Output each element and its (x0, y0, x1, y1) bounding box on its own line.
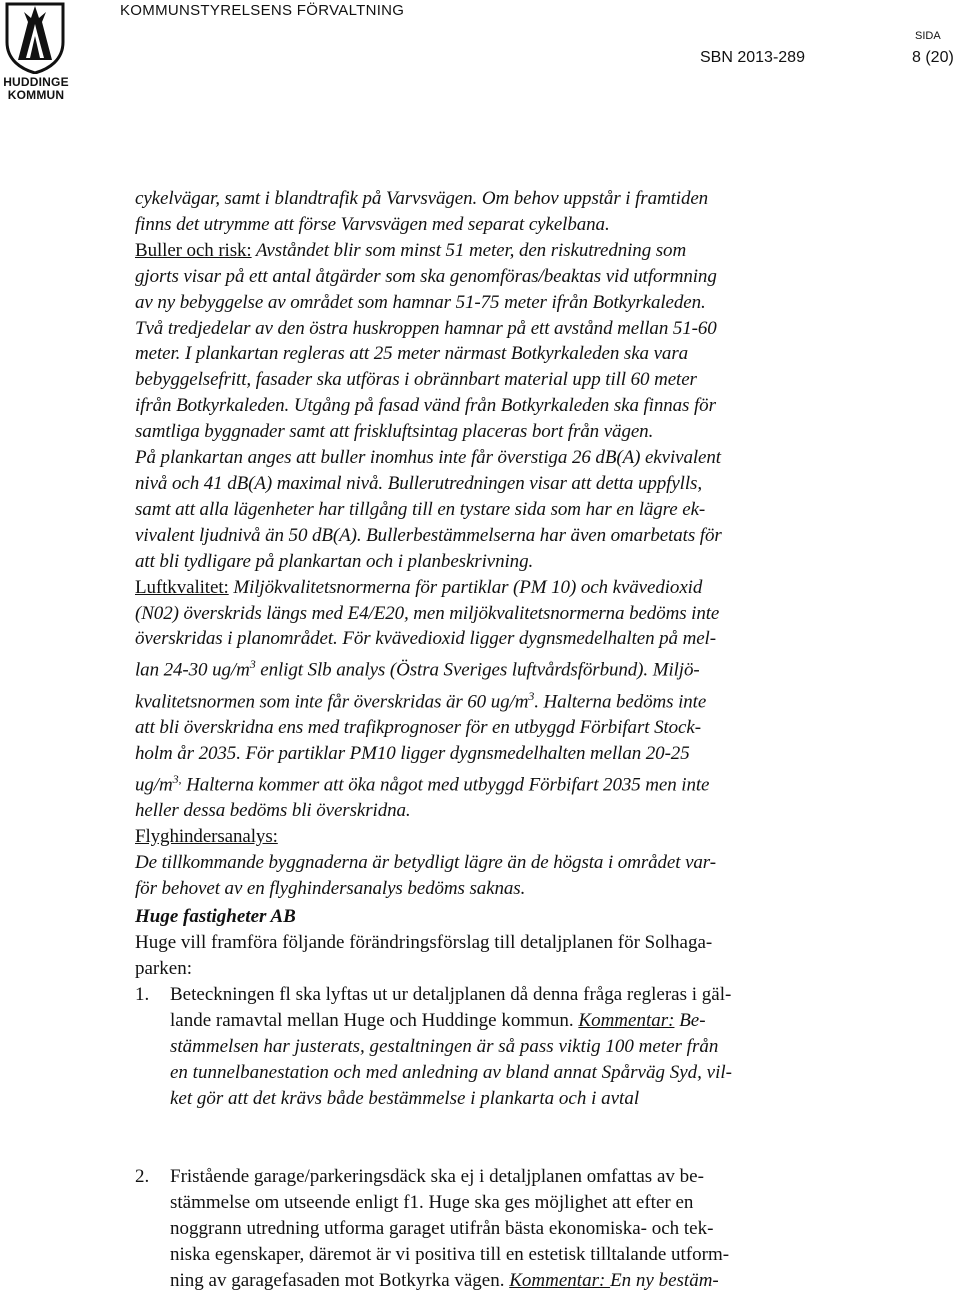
proposal-list (135, 982, 835, 1294)
item-number: 2. (135, 1166, 150, 1187)
body-line: finns det utrymme att förse Varvsvägen med separat cykelbana. (135, 213, 610, 235)
body-line: att bli tydligare på plankartan och i planbeskrivning. (135, 550, 534, 572)
body-line: för behovet av en flyghindersanalys bedöms saknas. (135, 877, 526, 899)
body-line: lan 24-30 $ug/m^3$ enligt Slb analys (Östra Sveriges luftvårdsförbund). Miljö- (135, 657, 700, 681)
body-line: vivalent ljudnivå än 50 dB(A). Bullerbestämmelserna har även omarbetats för (135, 524, 722, 546)
list-item: 2. Fristående garage/parkeringsdäck ska ej i detaljplanen omfattas av be- stämmelse om utseende enligt f1. Huge ska ges möjlighet att efter en noggrann utredning utforma garaget utifrån bästa ekonomiska- och tek- niska egenskaper, däremot är vi positiva till en estetisk tilltalande utform- ning av garagefasaden mot Botkyrka vägen. Kommentar: En ny bestäm- (135, 1166, 730, 1291)
list-item: 1. Beteckningen fl ska lyftas ut ur detaljplanen då denna fråga regleras i gäl- lande ramavtal mellan Huge och Huddinge kommun. Kommentar: Be- stämmelsen har justerats, gestaltningen är så pass viktig 100 meter från en tunnelbanestation och med anledning av bland annat Spårväg Syd, vil- ket gör att det krävs både bestämmelse i plankarta och i avtal (135, 984, 732, 1109)
page-number: 8 (20) (912, 49, 954, 66)
luftkvalitet-label: Luftkvalitet: (135, 576, 229, 598)
body-line: gjorts visar på ett antal åtgärder som ska genomföras/beaktas vid utformning (135, 265, 717, 287)
body-text (135, 186, 835, 901)
body-line: bebyggelsefritt, fasader ska utföras i obrännbart material upp till 60 meter (135, 369, 697, 391)
body-line: cykelvägar, samt i blandtrafik på Varvsvägen. Om behov uppstår i framtiden (135, 188, 709, 209)
coat-of-arms-icon (4, 2, 66, 74)
organization-name: KOMMUNSTYRELSENS FÖRVALTNING (120, 2, 405, 19)
comment-label: Kommentar: (578, 1010, 675, 1031)
company-section (135, 904, 835, 1294)
body-line: nivå och 41 dB(A) maximal nivå. Bullerutredningen visar att detta uppfylls, (135, 472, 702, 494)
buller-label: Buller och risk: (135, 239, 252, 261)
body-line: Buller och risk: Avståndet blir som minst 51 meter, den riskutredning som (135, 239, 687, 261)
body-line: Två tredjedelar av den östra huskroppen hamnar på ett avstånd mellan 51-60 (135, 317, 717, 339)
comment-label: Kommentar: (509, 1270, 611, 1291)
body-line: samt att alla lägenheter har tillgång till en tystare sida som har en lägre ek- (135, 498, 706, 520)
body-line: (N02) överskrids längs med E4/E20, men miljökvalitetsnormerna bedöms inte (135, 602, 720, 624)
body-line: heller dessa bedöms bli överskridna. (135, 799, 411, 821)
body-line: meter. I plankartan regleras att 25 meter närmast Botkyrkaleden ska vara (135, 343, 689, 365)
section-heading: Huge fastigheter AB (135, 906, 296, 927)
logo-text-line1: HUDDINGE (3, 75, 69, 89)
body-line (135, 824, 835, 850)
huddinge-kommun-logo (0, 0, 72, 110)
item-number: 1. (135, 984, 150, 1005)
logo-text-line2: KOMMUN (7, 88, 65, 102)
flyghinder-label: Flyghindersanalys: (135, 825, 278, 847)
body-line: Luftkvalitet: Miljökvalitetsnormerna för partiklar (PM 10) och kvävedioxid (135, 576, 703, 598)
body-line: ifrån Botkyrkaleden. Utgång på fasad vänd från Botkyrkaleden ska finnas för (135, 395, 716, 417)
intro-text: Huge vill framföra följande förändringsförslag till detaljplanen för Solhaga- parken: (135, 932, 713, 979)
body-line: $ug/m^{3,}$ Halterna kommer att öka något med utbyggd Förbifart 2035 men inte (135, 771, 710, 795)
body-line: På plankartan anges att buller inomhus inte får överstiga 26 dB(A) ekvivalent (135, 447, 721, 469)
diary-number: SBN 2013-289 (700, 49, 805, 66)
body-line: samtliga byggnader samt att friskluftsintag placeras bort från vägen. (135, 421, 654, 443)
body-line: av ny bebyggelse av området som hamnar 51-75 meter ifrån Botkyrkaleden. (135, 291, 706, 313)
body-line: överskridas i planområdet. För kvävedioxid ligger dygnsmedelhalten på mel- (135, 628, 716, 650)
body-line: holm år 2035. För partiklar PM10 ligger dygnsmedelhalten mellan 20-25 (135, 742, 690, 764)
page-label: SIDA (915, 30, 941, 42)
body-line: De tillkommande byggnaderna är betydligt lägre än de högsta i området var- (135, 851, 716, 873)
body-line: att bli överskridna ens med trafikprognoser för en utbyggd Förbifart Stock- (135, 716, 701, 738)
body-line: kvalitetsnormen som inte får överskridas är 60 $ug/m^3$. Halterna bedöms inte (135, 688, 707, 712)
